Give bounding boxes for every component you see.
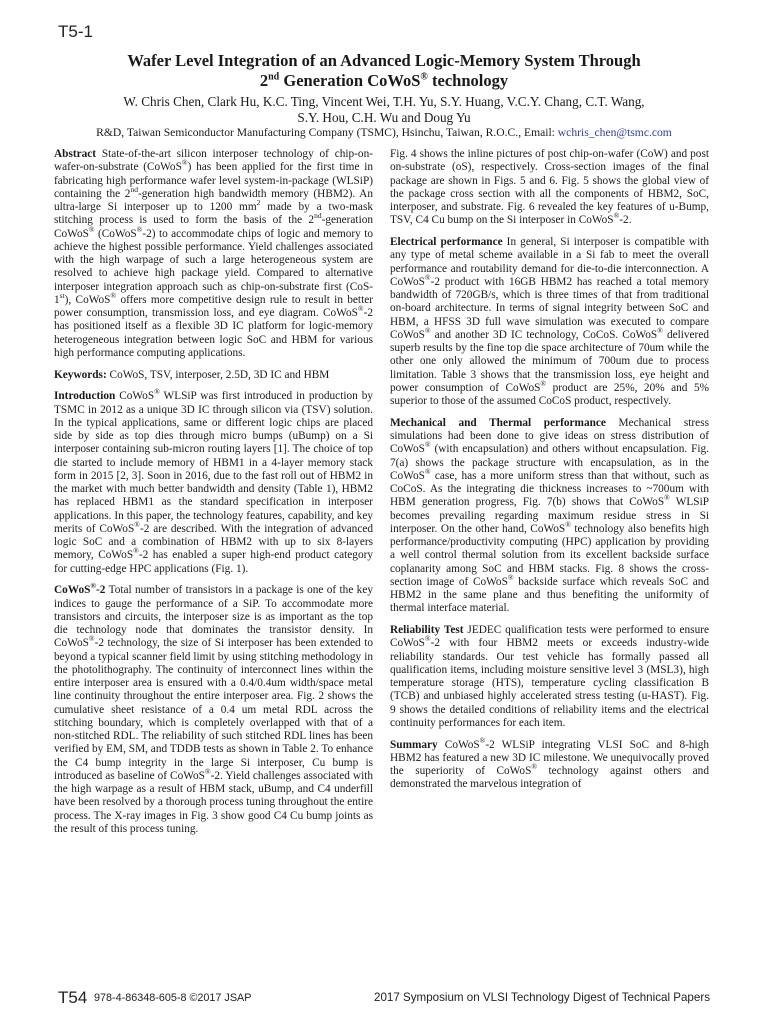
page-number: T54 [58,988,88,1007]
proceedings-title: 2017 Symposium on VLSI Technology Digest of Technical Papers [374,991,710,1004]
left-column [54,148,373,836]
paper-title-line-2: 2nd Generation CoWoS® technology [259,71,509,90]
abstract-heading: Abstract [54,148,97,160]
electrical-heading: Electrical performance [390,236,503,248]
mechanical-heading: Mechanical and Thermal performance [390,416,606,429]
fig4-paragraph: Fig. 4 shows the inline pictures of post chip-on-wafer (CoW) and post on-substrate (oS), respectively. Cross-section images of the final package are shown in Figs. 5 and 6. Fig. 5 shows the global view of the package cross section with all the components of HBM2, SoC, interposer, and substrate. Fig. 6 revealed the key features of u-Bump, TSV, C4 Cu bump on the Si interposer in CoWoS®-2. [390,148,709,227]
isbn-copyright: 978-4-86348-605-8 ©2017 JSAP [94,992,252,1004]
author-list-line-2: S.Y. Hou, C.H. Wu and Doug Yu [297,110,471,125]
reliability-heading: Reliability Test [390,624,464,636]
affiliation [30,125,738,140]
keywords-paragraph: Keywords: CoWoS, TSV, interposer, 2.5D, 3D IC and HBM [54,368,330,381]
electrical-paragraph: Electrical performance In general, Si interposer is compatible with any type of metal scheme available in a Si fab to meet the overall performance and routability demand for die-to-die interconnection. A CoWoS®-2 product with 16GB HBM2 has reached a total memory bandwidth of 720GB/s, which is three times of that from traditional on-board architecture. In terms of signal integrity between SoC and HBM, a HFSS 3D full wave simulation was executed to compare CoWoS® and another 3D IC technology, CoCoS. CoWoS® delivered superb results by the fine top die space architecture of 70um while the other one only allowed the minimum of 700um due to process limitation. Table 3 shows that the transmission loss, eye height and power consumption of CoWoS® product are 25%, 20% and 5% superior to those of the assumed CoCoS product, respectively. [390,236,709,407]
cowos2-heading: CoWoS®-2 [54,581,106,597]
abstract-paragraph: Abstract State-of-the-art silicon interposer technology of chip-on-wafer-on-substrate (CoWoS®) has been applied for the first time in fabricating high performance wafer level system-in-package (WLSiP) containing the 2nd-generation high bandwidth memory (HBM2). An ultra-large Si interposer up to 1200 $mm^2$ made by a two-mask stitching process is used to form the basis of the 2nd-generation CoWoS® (CoWoS®-2) to accommodate chips of logic and memory to achieve the highest possible performance. Yield challenges associated with the high warpage of such a large heterogeneous system are resolved to achieve high package yield. Compared to alternative interposer integration approach such as chip-on-substrate first (CoS-1st), CoWoS® offers more competitive design rule to result in better power consumption, transmission loss, and eye diagram. CoWoS®-2 has positioned itself as a flexible 3D IC platform for logic-memory heterogeneous integration between logic SoC and HBM for various high performance computing applications. [54,148,374,359]
cowos2-paragraph: CoWoS®-2 Total number of transistors in a package is one of the key indices to gauge the performance of a SiP. To accommodate more transistors and circuits, the interposer size is as important as the top die technology node that dominates the transistor density. In CoWoS®-2 technology, the size of Si interposer has been extended to beyond a typical scanner field limit by using stitching methodology in the photolithography. The continuity of interconnect lines within the entire interposer area is ensured with a 0.4/0.4um width/space metal line continuity throughout the entire interposer area. Fig. 2 shows the cumulative sheet resistance of a 0.4 um metal RDL across the stitching boundary, which is completely overlapped with that of a non-stitched RDL. The reliability of such stitched RDL lines has been verified by EM, SM, and TDDB tests as shown in Table 2. To enhance the C4 bump integrity in the large Si interposer, Cu bump is introduced as baseline of CoWoS®-2. Yield challenges associated with the high warpage as a result of HBM stack, uBump, and C4 underfill have been resolved by a thorough process tuning throughout the entire process. The X-ray images in Fig. 3 show good C4 Cu bump joints as the result of this process tuning. [54,581,373,835]
author-email-link[interactable]: wchris_chen@tsmc.com [557,126,672,139]
summary-heading: Summary [390,738,438,751]
keywords-heading: Keywords: [54,368,107,381]
paper-title-line-1: Wafer Level Integration of an Advanced Logic-Memory System Through [127,51,641,70]
reliability-paragraph: Reliability Test JEDEC qualification tests were performed to ensure CoWoS®-2 with four HBM2 meets or exceeds industry-wide reliability standards. Our test vehicle has formally passed all qualification items, including moisture sensitive level 3 (MSL3), high temperature storage (HTS), temperature cycling classification B (TCB) and unbiased highly accelerated stress testing (u-HAST). Fig. 9 shows the detailed conditions of reliability items and the electrical continuity performances for each item. [390,624,709,729]
mechanical-paragraph: Mechanical and Thermal performance Mechanical stress simulations had been done to give ideas on stress distribution of CoWoS® (with encapsulation) and others without encapsulation. Fig. 7(a) shows the package structure with encapsulation, as in the CoWoS® case, has a more uniform stress than that without, such as CoCoS. As the integrating die thickness increases to ~700um with HBM generation progress, Fig. 7(b) shows that CoWoS® WLSiP becomes prevailing regarding maximum residue stress in Si interposer. On the other hand, CoWoS® technology also benefits high performance/productivity computing (HPC) application by providing a well control thermal solution from its excellent backside surface coplanarity among SoC and HBM stacks. Fig. 8 shows the cross-section image of CoWoS® backside surface which reveals SoC and HBM2 in the same plane and thus benefiting the uniformity of thermal interface material. [390,416,710,615]
session-tag: T5-1 [58,22,93,41]
right-column [390,148,709,792]
introduction-paragraph: Introduction CoWoS® WLSiP was first introduced in production by TSMC in 2012 as a unique 3D IC through silicon via (TSV) solution. In the typical applications, same or different logic chips are placed side by side as top dies through micro bumps (uBump) on a Si interposer containing sub-micron routing layers [1]. The choice of top die started to include memory of HBM1 in a 4-layer memory stack form in 2015 [2, 3]. Soon in 2016, due to the fast roll out of HBM2 in the market with much better bandwidth and density (Table 1), HBM2 has replaced HBM1 as the standard specification in interposer applications. In this paper, the technology features, capability, and key merits of CoWoS®-2 are described. With the integration of advanced logic SoC and a combination of HBM2 with up to six 8-layers memory, CoWoS®-2 has enabled a super high-end product category for cutting-edge HPC applications (Fig. 1). [54,387,374,575]
author-list-line-1: W. Chris Chen, Clark Hu, K.C. Ting, Vincent Wei, T.H. Yu, S.Y. Huang, V.C.Y. Chang, C.T. Wang, [123,94,645,109]
summary-paragraph: Summary CoWoS®-2 WLSiP integrating VLSI SoC and 8-high HBM2 has featured a new 3D IC milestone. We unequivocally proved the superiority of CoWoS® technology against others and demonstrated the marvelous integration of [390,735,709,791]
affiliation-text: R&D, Taiwan Semiconductor Manufacturing Company (TSMC), Hsinchu, Taiwan, R.O.C., Email: [96,126,558,139]
page-footer [0,980,768,1010]
introduction-heading: Introduction [54,390,116,403]
